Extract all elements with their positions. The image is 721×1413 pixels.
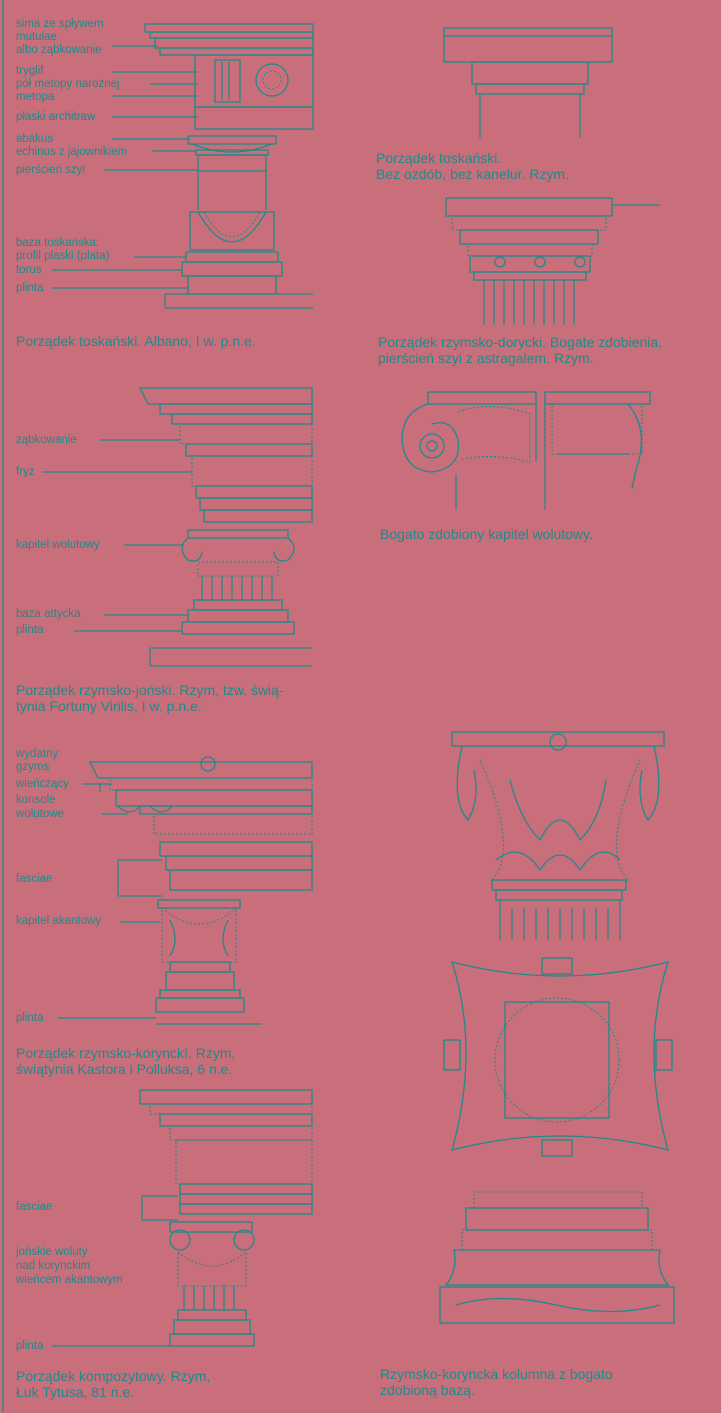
tuscan-plain-drawing xyxy=(444,28,612,138)
label-metopa: metopa xyxy=(16,91,55,103)
label-echinus: echinus z jajownikiem xyxy=(16,146,128,158)
label-kapitel-wolutowy: kapitel wolutowy xyxy=(16,539,100,551)
label-pol-metopy: pół metopy narożnej xyxy=(16,78,120,90)
caption-tuscan-plain-1: Porządek toskański. xyxy=(376,150,502,166)
label-zabkowanie: ząbkowanie xyxy=(16,434,77,446)
caption-corinthian-base-2: zdobioną bazą. xyxy=(380,1382,475,1398)
roman-corinthian-drawing xyxy=(58,757,312,1024)
label-torus: torus xyxy=(16,264,42,276)
label-zabkowanie-alt: albo ząbkowanie xyxy=(16,44,102,56)
label-jonskie-woluty: jońskie woluty xyxy=(16,1246,88,1258)
label-wolutowe: wolutowe xyxy=(16,808,64,820)
label-mutulae: mutulae xyxy=(16,31,57,43)
label-sima: sima ze spływem xyxy=(16,18,104,30)
composite-drawing xyxy=(52,1090,312,1346)
label-kapitel-akantowy: kapitel akantowy xyxy=(16,915,102,927)
caption-composite-2: Łuk Tytusa, 81 n.e. xyxy=(16,1384,135,1400)
label-composite-fasciae: fasciae xyxy=(16,1201,53,1213)
label-fasciae: fasciae xyxy=(16,873,53,885)
label-wiencem-akantowym: wieńcem akantowym xyxy=(16,1274,123,1286)
label-nad-korynckim: nad korynckim xyxy=(16,1260,91,1272)
caption-roman-doric-1: Porządek rzymsko-dorycki. Bogate zdobienia, xyxy=(378,334,663,350)
caption-roman-doric-2: pierścień szyi z astragalem. Rzym. xyxy=(378,350,594,366)
label-abakus: abakus xyxy=(16,133,54,145)
label-tryglif: tryglif xyxy=(16,65,44,77)
label-konsole: konsole xyxy=(16,794,56,806)
decorated-base-drawing xyxy=(440,1192,674,1323)
label-profil-plaski: profil płaski (plata) xyxy=(16,250,110,262)
tuscan-albano-drawing xyxy=(52,24,313,308)
caption-roman-corinthian-2: świątynia Kastora i Polluksa, 6 n.e. xyxy=(16,1061,233,1077)
label-wienczacy: wieńczący xyxy=(16,778,70,790)
caption-roman-ionic-2: tynia Fortuny Virilis, I w. p.n.e. xyxy=(16,698,202,714)
label-composite-plinta: plinta xyxy=(16,1340,44,1352)
roman-doric-drawing xyxy=(446,198,660,325)
roman-ionic-drawing xyxy=(42,388,312,666)
label-wydatny: wydatny xyxy=(16,748,59,760)
caption-roman-corinthian-1: Porządek rzymsko-korynckí. Rzym, xyxy=(16,1045,236,1061)
caption-roman-ionic-1: Porządek rzymsko-joński. Rzym, tzw. świą- xyxy=(16,682,284,698)
label-plinta: plinta xyxy=(16,282,44,294)
label-gzyms: gzyms xyxy=(16,761,50,773)
label-pierscien-szyi: pierścień szyi xyxy=(16,164,86,176)
label-baza-toskanska: baza toskańska: xyxy=(16,237,100,249)
volute-capital-drawing xyxy=(402,392,650,510)
caption-tuscan-plain-2: Bez ozdób, bez kanelur. Rzym. xyxy=(376,166,569,182)
corinthian-capital-drawing xyxy=(452,732,664,940)
label-ionic-plinta: plinta xyxy=(16,624,44,636)
abacus-plan-drawing xyxy=(444,958,672,1156)
caption-corinthian-base-1: Rzymsko-koryncka kolumna z bogato xyxy=(380,1366,613,1382)
label-architraw: płaski architraw xyxy=(16,111,96,123)
label-corinthian-plinta: plinta xyxy=(16,1012,44,1024)
caption-tuscan-albano: Porządek toskański. Albano, I w. p.n.e. xyxy=(16,333,256,349)
label-baza-attycka: baza attycka xyxy=(16,608,81,620)
caption-composite-1: Porządek kompozytowy. Rzym, xyxy=(16,1368,211,1384)
caption-volute-capital: Bogato zdobiony kapitel wolutowy. xyxy=(380,526,593,542)
label-fryz: fryz xyxy=(16,466,35,478)
